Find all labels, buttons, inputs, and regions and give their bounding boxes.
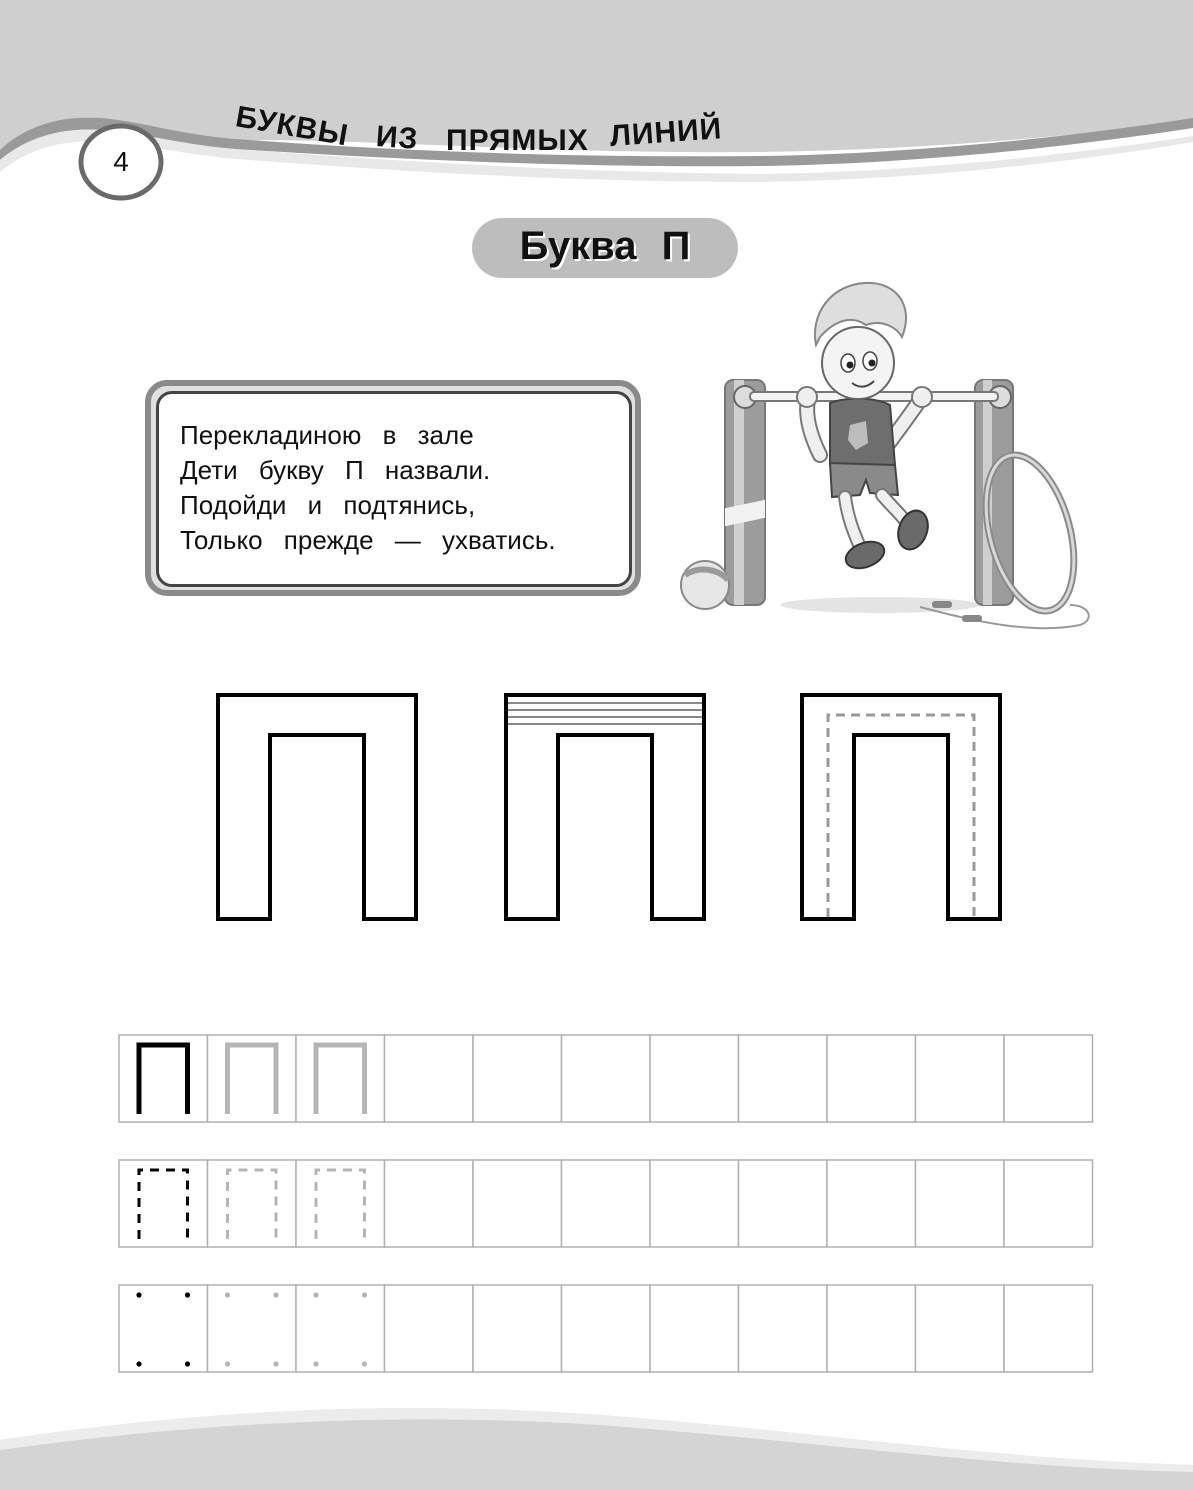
practice-cell[interactable] bbox=[650, 1285, 739, 1372]
practice-cell[interactable] bbox=[473, 1160, 562, 1247]
practice-cell[interactable] bbox=[739, 1035, 828, 1122]
practice-cell[interactable] bbox=[208, 1285, 297, 1372]
practice-row-dots bbox=[119, 1285, 1093, 1372]
practice-cell[interactable] bbox=[119, 1160, 208, 1247]
letter-title: Буква П bbox=[519, 223, 691, 268]
practice-cell[interactable] bbox=[562, 1035, 651, 1122]
practice-cell[interactable] bbox=[208, 1035, 297, 1122]
sample-dot bbox=[225, 1292, 230, 1297]
practice-cell[interactable] bbox=[1004, 1035, 1093, 1122]
sample-dot bbox=[362, 1292, 367, 1297]
poem-line: Перекладиною в зале bbox=[180, 420, 474, 450]
practice-cell[interactable] bbox=[916, 1160, 1005, 1247]
sample-dot bbox=[313, 1292, 318, 1297]
practice-cell[interactable] bbox=[296, 1285, 385, 1372]
practice-cell[interactable] bbox=[473, 1285, 562, 1372]
practice-cell[interactable] bbox=[827, 1285, 916, 1372]
sample-dot bbox=[273, 1292, 278, 1297]
practice-cell[interactable] bbox=[119, 1285, 208, 1372]
practice-row-dashed bbox=[119, 1160, 1093, 1247]
practice-cell[interactable] bbox=[296, 1160, 385, 1247]
poem-line: Подойди и подтянись, bbox=[180, 490, 476, 520]
practice-cell[interactable] bbox=[739, 1285, 828, 1372]
practice-cell[interactable] bbox=[385, 1035, 474, 1122]
practice-cell[interactable] bbox=[385, 1285, 474, 1372]
sample-dot bbox=[313, 1361, 318, 1366]
practice-cell[interactable] bbox=[385, 1160, 474, 1247]
practice-cell[interactable] bbox=[827, 1160, 916, 1247]
section-title-word-2: ИЗ bbox=[374, 120, 420, 156]
sample-dot bbox=[136, 1292, 141, 1297]
page-number: 4 bbox=[113, 146, 129, 177]
practice-cell[interactable] bbox=[650, 1035, 739, 1122]
section-title-word-1: БУКВЫ bbox=[233, 100, 352, 153]
practice-cell[interactable] bbox=[916, 1285, 1005, 1372]
footer-band bbox=[0, 1380, 1193, 1490]
practice-cell[interactable] bbox=[1004, 1285, 1093, 1372]
sample-dot bbox=[185, 1361, 190, 1366]
practice-cell[interactable] bbox=[296, 1035, 385, 1122]
practice-cell[interactable] bbox=[562, 1160, 651, 1247]
sample-dot bbox=[362, 1361, 367, 1366]
practice-cell[interactable] bbox=[650, 1160, 739, 1247]
sample-dot bbox=[225, 1361, 230, 1366]
practice-cell[interactable] bbox=[916, 1035, 1005, 1122]
practice-cell[interactable] bbox=[208, 1160, 297, 1247]
practice-cell[interactable] bbox=[473, 1035, 562, 1122]
poem-line: Дети букву П назвали. bbox=[180, 455, 491, 485]
practice-row-solid bbox=[119, 1035, 1093, 1122]
section-title-word-4: ЛИНИЙ bbox=[608, 112, 724, 153]
sample-dot bbox=[185, 1292, 190, 1297]
sample-dot bbox=[136, 1361, 141, 1366]
section-title-word-3: ПРЯМЫХ bbox=[446, 124, 589, 157]
practice-cell[interactable] bbox=[119, 1035, 208, 1122]
practice-cell[interactable] bbox=[562, 1285, 651, 1372]
practice-cell[interactable] bbox=[827, 1035, 916, 1122]
poem-line: Только прежде — ухватись. bbox=[180, 525, 556, 555]
practice-cell[interactable] bbox=[739, 1160, 828, 1247]
practice-cell[interactable] bbox=[1004, 1160, 1093, 1247]
sample-dot bbox=[273, 1361, 278, 1366]
